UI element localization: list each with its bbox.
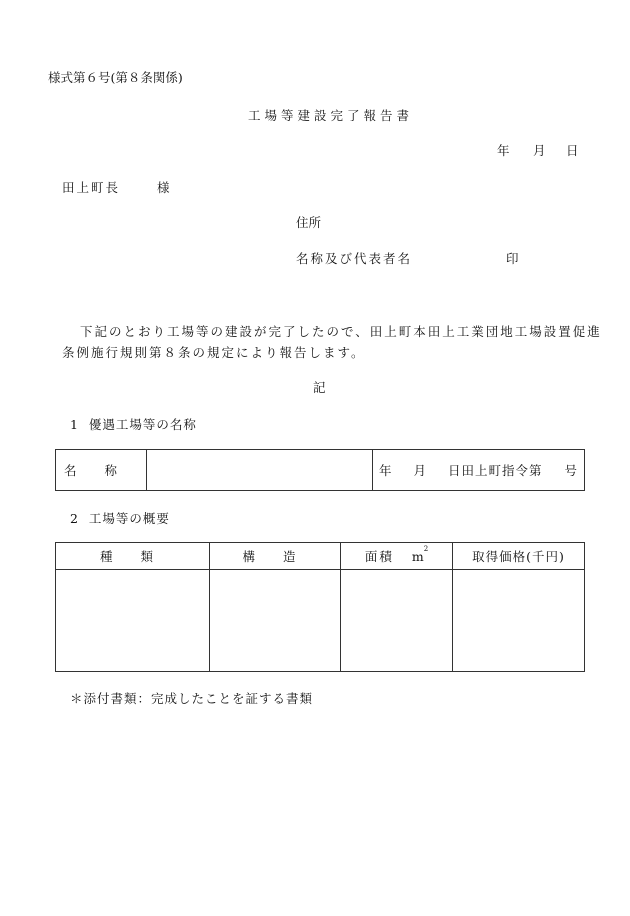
form-number: 様式第６号(第８条関係) (48, 70, 183, 85)
facility-name-label: 名 称 (64, 463, 129, 478)
date-year-label: 年 (497, 143, 510, 158)
section-2-heading: 2 工場等の概要 (70, 511, 170, 526)
facility-name-value-cell (147, 450, 373, 491)
document-title: 工場等建設完了報告書 (248, 108, 414, 123)
area-header (341, 543, 453, 570)
area-unit-superscript: 2 (423, 545, 429, 553)
body-text-line-1: 下記のとおり工場等の建設が完了したので、田上町本田上工業団地工場設置促進 (80, 324, 602, 339)
date-day-label: 日 (566, 143, 579, 158)
type-value-cell (56, 570, 210, 672)
facility-overview-table (55, 542, 585, 672)
designation-year: 年 (379, 463, 392, 478)
structure-header: 構 造 (210, 543, 341, 570)
facility-name-table (55, 449, 585, 491)
date-month-label: 月 (533, 143, 546, 158)
ki-heading: 記 (313, 380, 326, 395)
section-1-heading: 1 優遇工場等の名称 (70, 417, 197, 432)
designation-number: 号 (564, 463, 578, 478)
area-value-cell (341, 570, 453, 672)
attachment-note: ＊添付書類：完成したことを証する書類 (70, 691, 314, 706)
designation-month: 月 (413, 463, 427, 478)
designation-day-text: 日田上町指令第 (448, 463, 543, 478)
seal-mark: 印 (506, 251, 519, 266)
structure-value-cell (210, 570, 341, 672)
facility-name-label-cell (56, 450, 147, 491)
area-unit: m (411, 549, 424, 564)
type-header: 種 類 (56, 543, 210, 570)
representative-name-label: 名称及び代表者名 (296, 251, 413, 266)
addressee-name: 田上町長 (62, 180, 121, 195)
designation-cell (373, 450, 585, 491)
price-header: 取得価格(千円) (453, 543, 585, 570)
price-value-cell (453, 570, 585, 672)
body-text-line-2: 条例施行規則第８条の規定により報告します。 (62, 345, 366, 360)
area-label: 面積 (364, 549, 394, 564)
address-label: 住所 (296, 215, 322, 230)
addressee-suffix: 様 (157, 180, 170, 195)
